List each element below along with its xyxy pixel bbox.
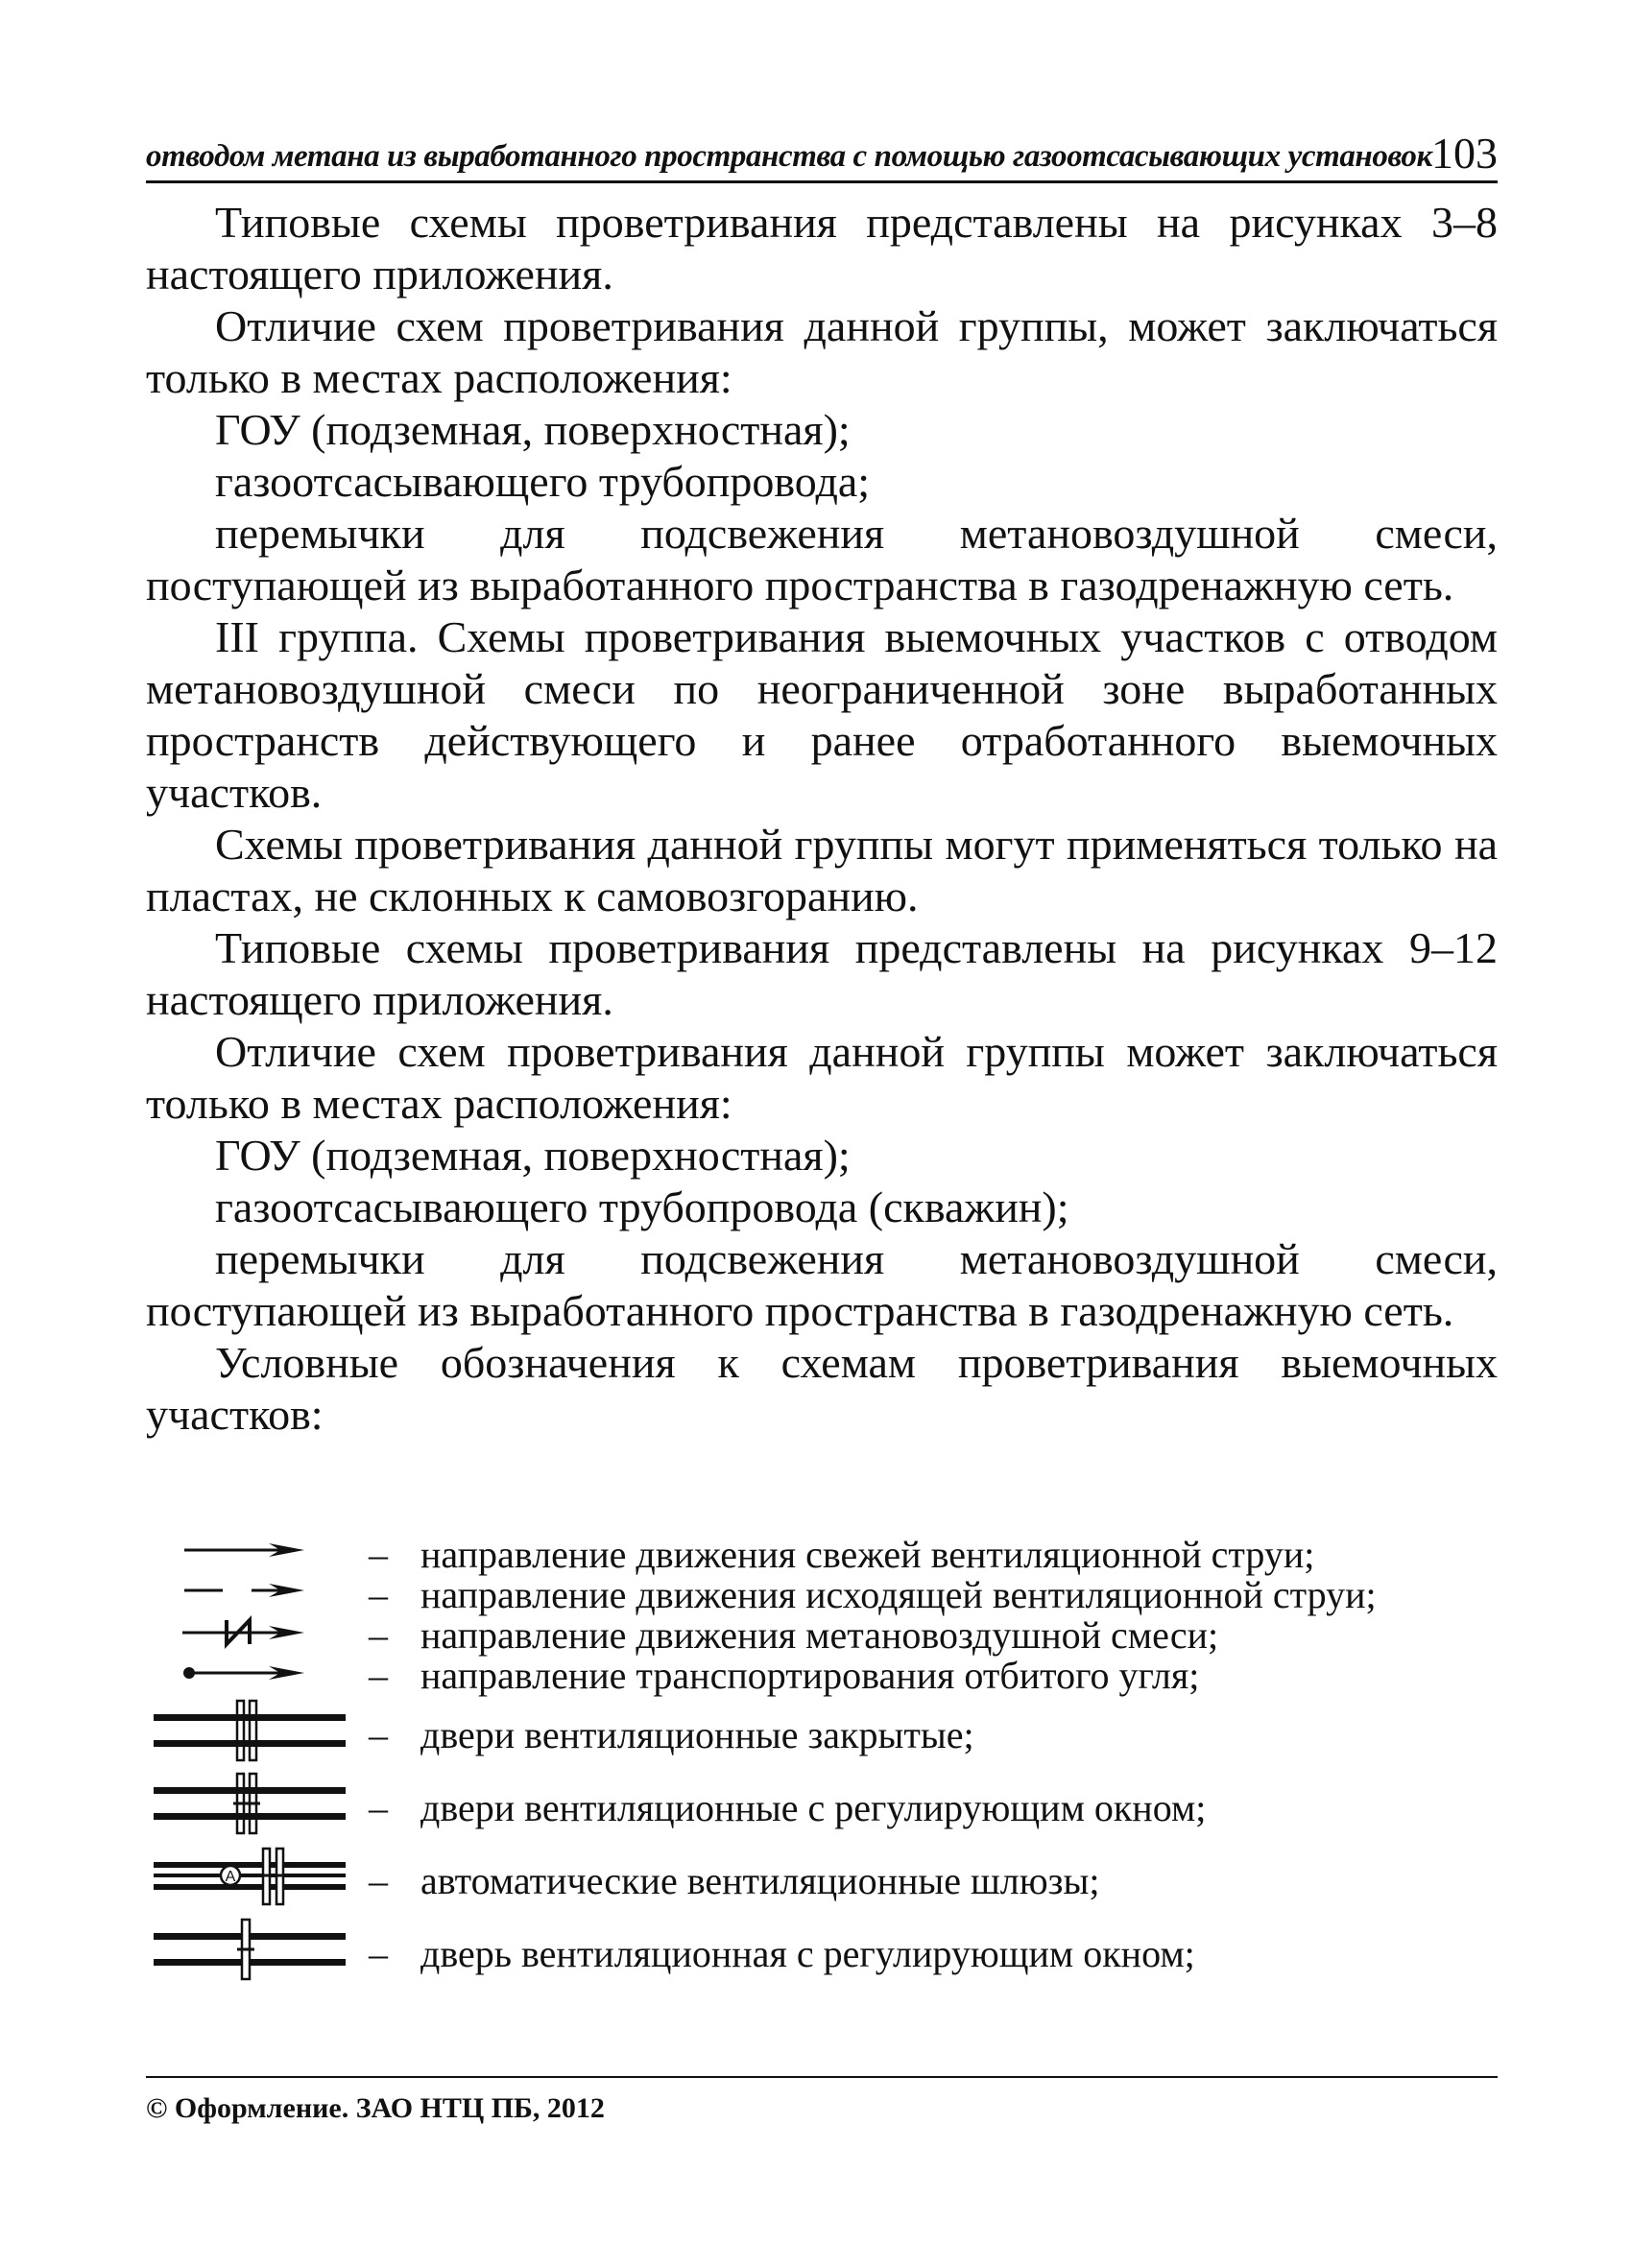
door-regulating-window-icon (146, 1912, 357, 1985)
paragraph: Схемы проветривания данной группы могут применяться только на пластах, не склонных к самовозгоранию. (146, 820, 1498, 920)
automatic-airlock-icon (146, 1839, 357, 1912)
legend (146, 1532, 1509, 1985)
legend-label: автоматические вентиляционные шлюзы; (420, 1859, 1100, 1902)
legend-label: направление движения метановоздушной смеси; (420, 1613, 1219, 1657)
legend-dash: – (369, 1713, 388, 1756)
legend-label: двери вентиляционные закрытые; (420, 1713, 974, 1756)
paragraph: перемычки для подсвежения метановоздушной смеси, поступающей из выработанного пространства в газодренажную сеть. (146, 509, 1498, 609)
paragraph: Отличие схем проветривания данной группы может заключаться только в местах расположения: (146, 1027, 1498, 1128)
paragraph: Отличие схем проветривания данной группы, может заключаться только в местах расположения: (146, 301, 1498, 402)
legend-item (146, 1839, 1509, 1912)
legend-label: направление движения свежей вентиляционной струи; (420, 1533, 1315, 1576)
footer-rule (146, 2076, 1498, 2078)
legend-label: дверь вентиляционная с регулирующим окном; (420, 1932, 1195, 1975)
paragraph: газоотсасывающего трубопровода (скважин); (215, 1182, 1069, 1231)
legend-item (146, 1693, 1509, 1766)
legend-item (146, 1653, 1509, 1697)
page-number: 103 (1431, 129, 1498, 178)
doors-regulating-window-icon (146, 1766, 357, 1839)
running-title: отводом метана из выработанного пространства с помощью газоотсасывающих установок (146, 139, 1432, 174)
paragraph: ГОУ (подземная, поверхностная); (215, 405, 851, 454)
body-text (146, 197, 1498, 1441)
legend-label: направление движения исходящей вентиляционной струи; (420, 1573, 1377, 1616)
legend-item (146, 1766, 1509, 1839)
legend-dash: – (369, 1654, 388, 1697)
methane-mix-arrow-icon (146, 1612, 357, 1653)
legend-item (146, 1572, 1509, 1616)
paragraph: Типовые схемы проветривания представлены на рисунках 3–8 настоящего приложения. (146, 198, 1498, 298)
paragraph: III группа. Схемы проветривания выемочных участков с отводом метановоздушной смеси по неограниченной зоне выработанных пространств действующего и ранее отработанного выемочных участков. (146, 612, 1498, 817)
coal-transport-arrow-icon (146, 1653, 357, 1693)
legend-dash: – (369, 1613, 388, 1657)
footer-copyright: © Оформление. ЗАО НТЦ ПБ, 2012 (146, 2092, 605, 2124)
legend-label: двери вентиляционные с регулирующим окном; (420, 1786, 1207, 1829)
paragraph: Типовые схемы проветривания представлены на рисунках 9–12 настоящего приложения. (146, 923, 1498, 1024)
airlock-marker: А (225, 1869, 236, 1885)
paragraph: Условные обозначения к схемам проветривания выемочных участков: (146, 1338, 1498, 1439)
fresh-air-arrow-icon (146, 1532, 357, 1572)
paragraph: газоотсасывающего трубопровода; (215, 457, 871, 506)
closed-doors-icon (146, 1693, 357, 1766)
legend-label: направление транспортирования отбитого угля; (420, 1654, 1200, 1697)
legend-dash: – (369, 1932, 388, 1975)
paragraph: перемычки для подсвежения метановоздушной смеси, поступающей из выработанного пространства в газодренажную сеть. (146, 1234, 1498, 1335)
legend-dash: – (369, 1859, 388, 1902)
legend-item (146, 1912, 1509, 1985)
legend-dash: – (369, 1533, 388, 1576)
running-header (146, 127, 1498, 183)
legend-dash: – (369, 1573, 388, 1616)
legend-item (146, 1532, 1509, 1576)
paragraph: ГОУ (подземная, поверхностная); (215, 1131, 851, 1180)
exhaust-air-arrow-icon (146, 1572, 357, 1612)
legend-item (146, 1612, 1509, 1657)
legend-dash: – (369, 1786, 388, 1829)
